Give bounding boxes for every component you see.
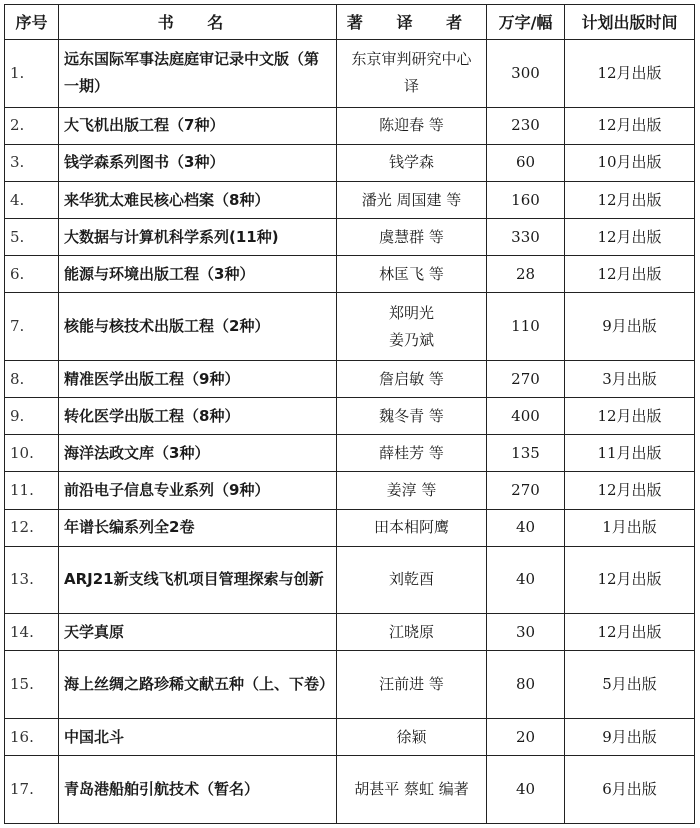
table-row [5,546,695,614]
book-author: 潘光 周国建 等 [337,181,487,218]
row-number: 8. [5,361,59,398]
publish-date: 12月出版 [565,472,695,509]
book-author: 姜淳 等 [337,472,487,509]
book-author: 薛桂芳 等 [337,435,487,472]
word-count: 270 [487,472,565,509]
table-row [5,293,695,361]
row-number: 6. [5,256,59,293]
table-row [5,181,695,218]
row-number: 15. [5,651,59,719]
row-number: 9. [5,398,59,435]
table-row [5,144,695,181]
word-count: 30 [487,614,565,651]
book-title: 核能与核技术出版工程（2种） [59,293,337,361]
word-count: 330 [487,219,565,256]
row-number: 12. [5,509,59,546]
book-title: 来华犹太难民核心档案（8种） [59,181,337,218]
row-number: 3. [5,144,59,181]
word-count: 270 [487,361,565,398]
table-row [5,719,695,756]
row-number: 5. [5,219,59,256]
publish-date: 12月出版 [565,256,695,293]
table-row [5,219,695,256]
book-title: 精准医学出版工程（9种） [59,361,337,398]
table-row [5,651,695,719]
row-number: 16. [5,719,59,756]
row-number: 2. [5,107,59,144]
book-title: 远东国际军事法庭庭审记录中文版（第一期） [59,40,337,108]
word-count: 20 [487,719,565,756]
book-author: 钱学森 [337,144,487,181]
book-author: 林匡飞 等 [337,256,487,293]
table-row [5,614,695,651]
publication-plan-table [4,4,695,824]
publish-date: 9月出版 [565,719,695,756]
header-date: 计划出版时间 [565,5,695,40]
book-author: 田本相阿鹰 [337,509,487,546]
book-author: 魏冬青 等 [337,398,487,435]
book-title: 海上丝绸之路珍稀文献五种（上、下卷） [59,651,337,719]
book-author: 刘乾酉 [337,546,487,614]
publish-date: 12月出版 [565,40,695,108]
publish-date: 12月出版 [565,546,695,614]
book-title: 钱学森系列图书（3种） [59,144,337,181]
row-number: 4. [5,181,59,218]
word-count: 300 [487,40,565,108]
table-row [5,398,695,435]
book-title: 天学真原 [59,614,337,651]
book-title: 青岛港船舶引航技术（暂名） [59,756,337,824]
header-row [5,5,695,40]
header-no: 序号 [5,5,59,40]
book-author: 徐颖 [337,719,487,756]
book-title: 转化医学出版工程（8种） [59,398,337,435]
publish-date: 12月出版 [565,181,695,218]
word-count: 110 [487,293,565,361]
publish-date: 12月出版 [565,219,695,256]
word-count: 40 [487,509,565,546]
publish-date: 12月出版 [565,398,695,435]
row-number: 13. [5,546,59,614]
book-title: ARJ21新支线飞机项目管理探索与创新 [59,546,337,614]
publish-date: 1月出版 [565,509,695,546]
row-number: 17. [5,756,59,824]
row-number: 10. [5,435,59,472]
book-author: 郑明光 姜乃斌 [337,293,487,361]
book-author: 陈迎春 等 [337,107,487,144]
book-title: 大飞机出版工程（7种） [59,107,337,144]
word-count: 60 [487,144,565,181]
book-author: 东京审判研究中心 译 [337,40,487,108]
publish-date: 12月出版 [565,107,695,144]
book-title: 大数据与计算机科学系列(11种) [59,219,337,256]
book-author: 虞慧群 等 [337,219,487,256]
book-author: 胡甚平 蔡虹 编著 [337,756,487,824]
word-count: 28 [487,256,565,293]
header-title: 书 名 [59,5,337,40]
table-row [5,756,695,824]
row-number: 7. [5,293,59,361]
book-title: 海洋法政文库（3种） [59,435,337,472]
header-words: 万字/幅 [487,5,565,40]
publish-date: 11月出版 [565,435,695,472]
book-author: 詹启敏 等 [337,361,487,398]
word-count: 230 [487,107,565,144]
row-number: 11. [5,472,59,509]
word-count: 400 [487,398,565,435]
publish-date: 9月出版 [565,293,695,361]
table-row [5,435,695,472]
book-title: 年谱长编系列全2卷 [59,509,337,546]
row-number: 14. [5,614,59,651]
word-count: 80 [487,651,565,719]
publish-date: 12月出版 [565,614,695,651]
word-count: 40 [487,546,565,614]
table-row [5,509,695,546]
publish-date: 5月出版 [565,651,695,719]
publish-date: 6月出版 [565,756,695,824]
table-row [5,256,695,293]
word-count: 135 [487,435,565,472]
table-row [5,361,695,398]
book-author: 江晓原 [337,614,487,651]
book-author: 汪前进 等 [337,651,487,719]
word-count: 40 [487,756,565,824]
row-number: 1. [5,40,59,108]
table-row [5,472,695,509]
table-row [5,107,695,144]
word-count: 160 [487,181,565,218]
header-author: 著 译 者 [337,5,487,40]
book-title: 能源与环境出版工程（3种） [59,256,337,293]
book-title: 前沿电子信息专业系列（9种） [59,472,337,509]
table-row [5,40,695,108]
publish-date: 3月出版 [565,361,695,398]
publish-date: 10月出版 [565,144,695,181]
book-title: 中国北斗 [59,719,337,756]
